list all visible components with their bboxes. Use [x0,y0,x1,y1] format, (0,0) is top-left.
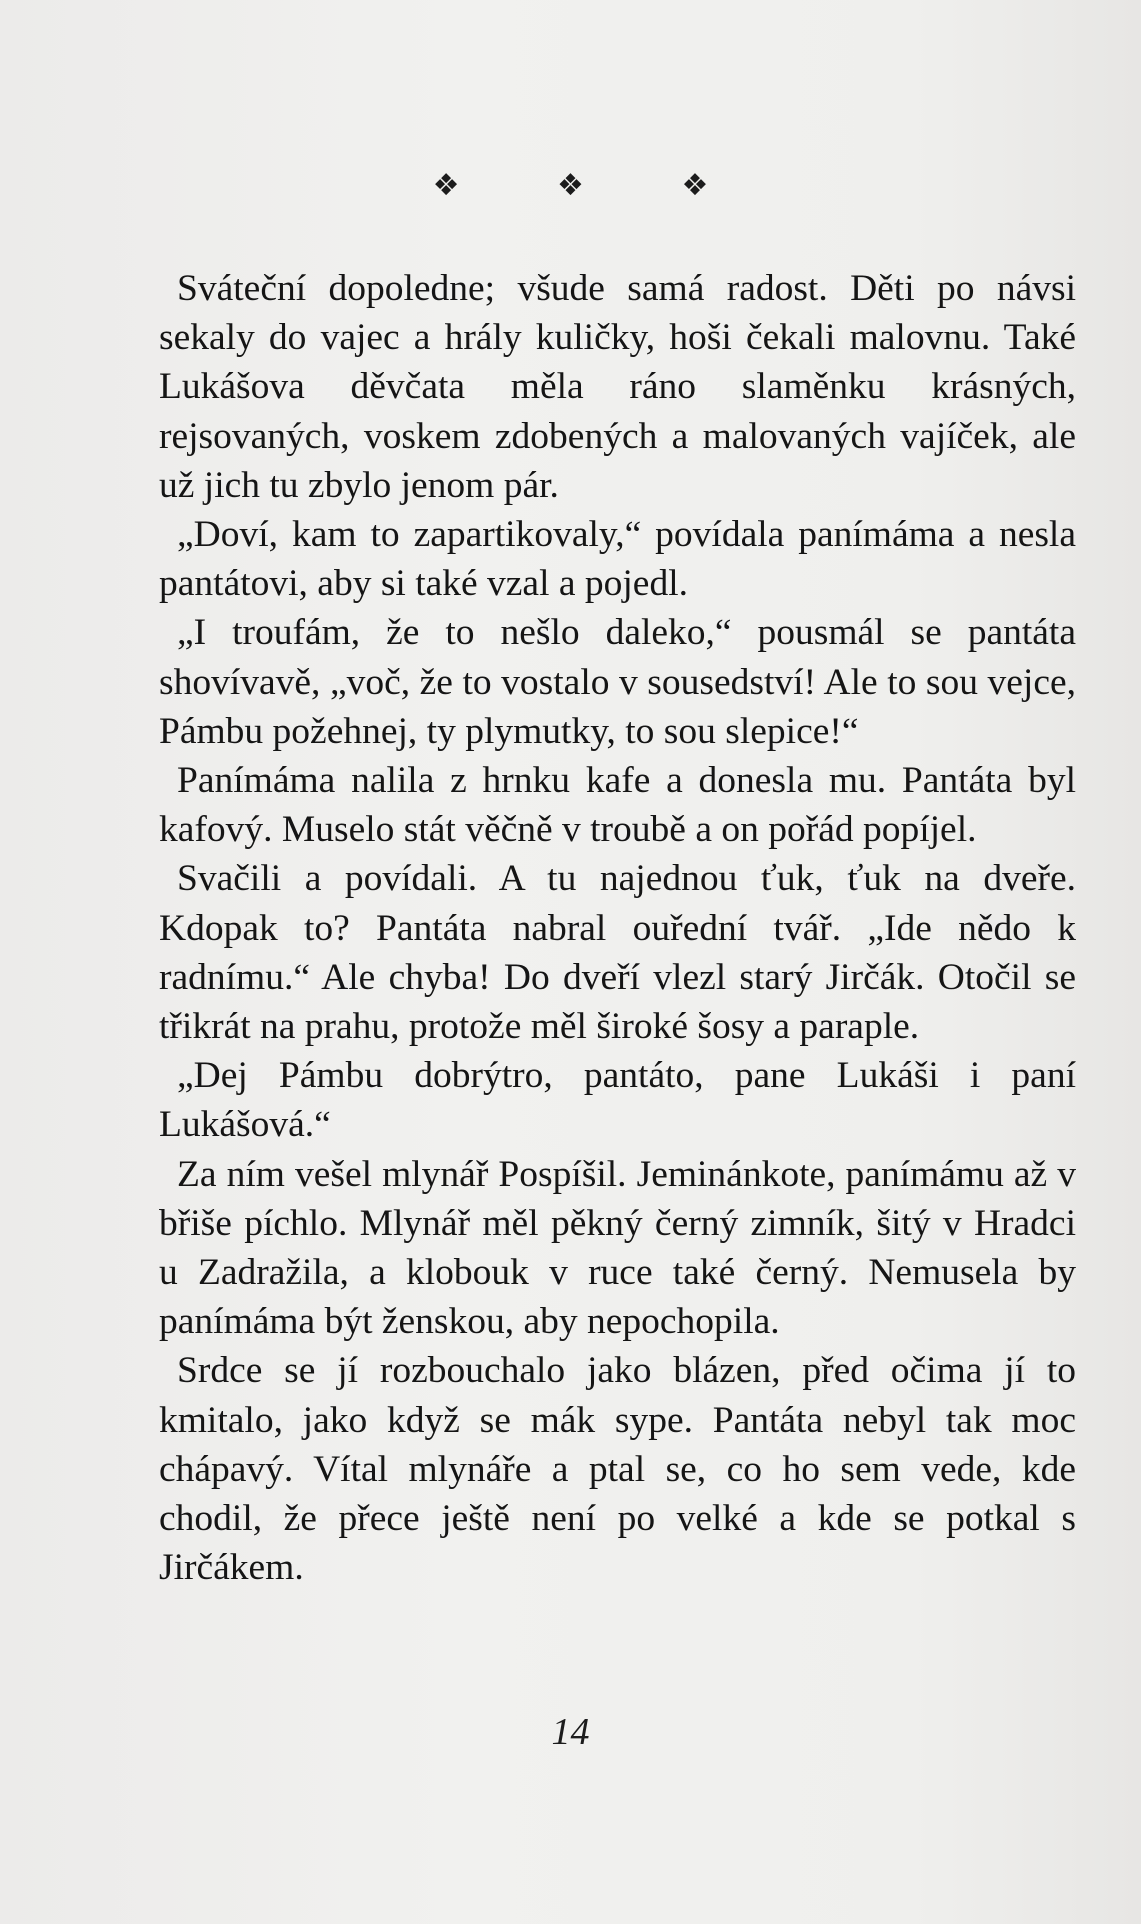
paragraph: Srdce se jí rozbouchalo jako blázen, před očima jí to kmitalo, jako když se mák sype. Pantáta nebyl tak moc chápavý. Vítal mlynáře a ptal se, co ho sem vede, kde chodil, že přece ještě není po velké a kde se potkal s Jirčákem. [159,1350,1076,1589]
paragraph: „Dej Pámbu dobrýtro, pantáto, pane Lukáši i paní Lukášová.“ [159,1055,1076,1146]
section-ornament: ❖ ❖ ❖ [432,168,753,203]
paragraph: Sváteční dopoledne; všude samá radost. Děti po návsi sekaly do vajec a hrály kuličky, hoši čekali malovnu. Také Lukášova děvčata měla ráno slaměnku krásných, rejsovaných, voskem zdobených a malovaných vajíček, ale už jich tu zbylo jenom pár. [159,268,1076,506]
paragraph: Svačili a povídali. A tu najednou ťuk, ťuk na dveře. Kdopak to? Pantáta nabral ouřední tvář. „Ide nědo k radnímu.“ Ale chyba! Do dveří vlezl starý Jirčák. Otočil se třikrát na prahu, protože měl široké šosy a paraple. [159,858,1076,1048]
body-text [159,264,1076,1592]
paragraph: Za ním vešel mlynář Pospíšil. Jeminánkote, panímámu až v břiše píchlo. Mlynář měl pěkný černý zimník, šitý v Hradci u Zadražila, a klobouk v ruce také černý. Nemusela by panímáma být ženskou, aby nepochopila. [159,1153,1076,1343]
paragraph: „I troufám, že to nešlo daleko,“ pousmál se pantáta shovívavě, „voč, že to vostalo v sousedství! Ale to sou vejce, Pámbu požehnej, ty plymutky, to sou slepice!“ [159,612,1076,752]
paragraph: Panímáma nalila z hrnku kafe a donesla mu. Pantáta byl kafový. Muselo stát věčně v troubě a on pořád popíjel. [159,760,1076,851]
page-number: 14 [551,1711,590,1753]
paragraph: „Doví, kam to zapartikovaly,“ povídala panímáma a nesla pantátovi, aby si také vzal a pojedl. [159,514,1076,605]
